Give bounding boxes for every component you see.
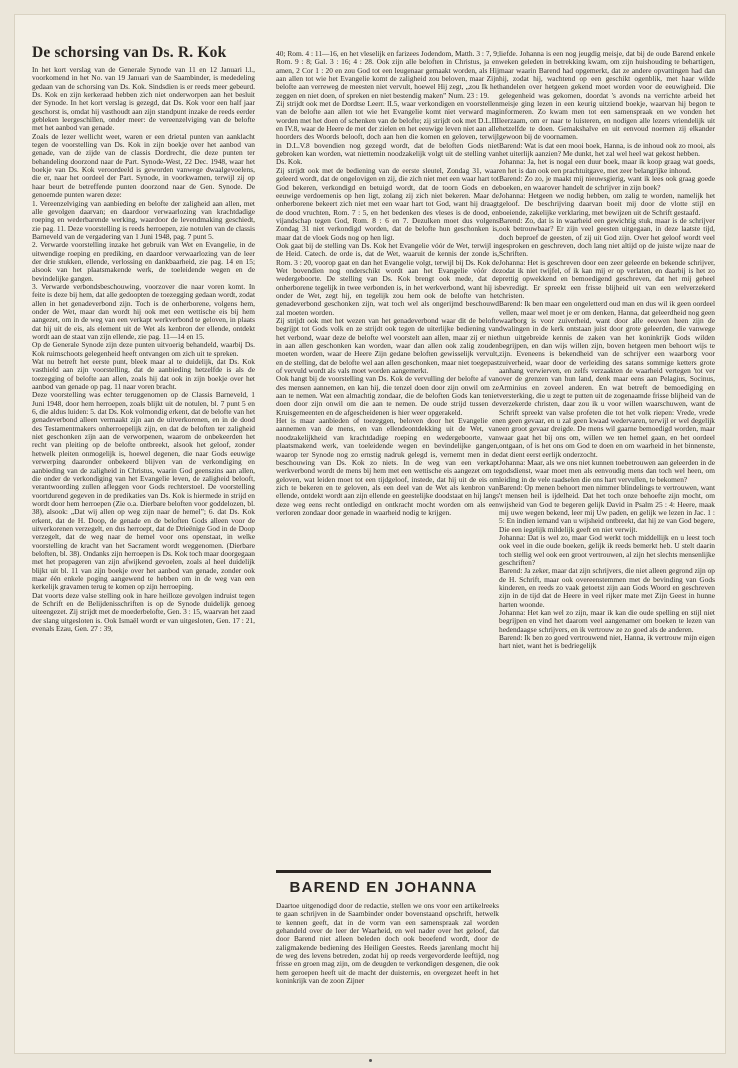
paragraph: 1. Vereenzelviging van aanbieding en belofte der zaligheid aan allen, met alle gevolgen daarvan; en daardoor verwaarlozing van krachtdadige roeping en wederbarende werking, waardoor de levendmaking geschiedt, zie pag. 11. Deze voorstelling is reeds herroepen, zie notulen van de classis Barneveld van de vergadering van 1 Juni 1948, pag. 7 punt 5. bbox=[32, 198, 255, 241]
article-title-schorsing: De schorsing van Ds. R. Kok bbox=[32, 44, 227, 61]
article2-column-2 bbox=[499, 50, 715, 651]
paragraph: 3. Verwarde verbondsbeschouwing, voorzover die naar voren komt. In feite is deze bij hem, dat alle gedoopten de toezegging gedaan wordt, zodat allen in het genadeverbond zijn. Toch is de onherborene, volgens hem, onder de Wet, maar dan wordt hij ook met een wettische eis bij hem aangezet, om in de weg van een verkapt werkverbond te geloven, in plaats dat hij uit de eis, als element uit de Wet als kenbron der ellende, ontdekt wordt aan de staat van zijn ellende, zie pag. 11—14 en 15. bbox=[32, 281, 255, 341]
paragraph: Johanna: Het is geschreven door een zeer geleerde en bekende schrijver, zodat ik niet twijfel, of ik kan mij er op verlaten, en daarbij is het zo prettig opwekkend en bemoedigend geschreven, dat het mij geheel bevredigt. Er spreekt een frisse blijheid uit van een welverzekerd christen. bbox=[499, 257, 715, 300]
paragraph: Op de Generale Synode zijn deze punten uitvoerig behandeld, waarbij Ds. Kok ruimschoots gelegenheid heeft ontvangen om zich uit te spreken. bbox=[32, 340, 255, 358]
paragraph: liefde. Johanna is een nog jeugdig meisje, dat bij de oude Barend enkele weken geleden in betrekking kwam, om zijn huishouding te behartigen, maar waarin Barend had opgemerkt, dat ze andere opvattingen had dan hij, zodat hij, wachtend op een geschikt ogenblik, met haar wilde handelen over hetgeen gekend moet worden voor de eeuwigheid. Die gelegenheid was gekomen, doordat 's avonds na verrichte arbeid het meisje ging lezen in een keurig uitziend boekje, waarvan hij begon te informeren. Zo kwam men tot een samenspraak en we vonden het leerzaam, om er naar te luisteren, en nodigen alle lezers vriendelijk uit hetzelfde te doen. Gemakshalve en uit eenvoud noemen zij elkander gewoon bij de voornamen. bbox=[499, 49, 715, 142]
paragraph: Johanna: Hetgeen we nodig hebben, om zalig te worden, namelijk het geloof. De beschrijving daarvan boeit mij door de vlotte stijl en boeiende, zakelijke verklaring, met bewijzen uit de Schrift gestaafd. bbox=[499, 190, 715, 217]
paragraph: Dat voorts deze valse stelling ook in hare heilloze gevolgen indruist tegen de Schrift en de Belijdenisschriften is op de Synode duidelijk genoeg uiteengezet. Zij strijdt met de moederbelofte, Gen. 3 : 15, waarvan het zaad der slang uitgesloten is. Ook Ismaël wordt er van uitgesloten, Gen. 17 : 21, evenals Ezau, Gen. 27 : 39, bbox=[32, 590, 255, 634]
paragraph: Ook gaat bij de stelling van Ds. Kok het Evangelie vóór de Wet, terwijl in de Heid. Catech. de orde is, dat de Wet, waaruit de kennis der zonde is, Rom. 3 : 20, voorop gaat en dan het Evangelie volgt, terwijl bij Ds. Kok de Wet bovendien nog onderschikt wordt aan het Evangelie vóór de wedergeboorte. De stelling van Ds. Kok brengt ook mede, dat de onherborene tegelijk in twee verbonden is, in het werkverbond, want hij is onder de Wet, zegt hij, en tegelijk zou hem ook de belofte van het genadeverbond geschonken zijn, wat toch wel als ongerijmd beschouwd zal moeten worden. bbox=[276, 240, 499, 317]
paragraph: Barend: Op menen behoort men nimmer blindelings te vertrouwen, want 't mensen heil is ijdelheid. Dat het toch onze behoefte zijn mocht, om wijsheid van God te begeren gelijk David in Psalm 25 : 4: Heere, maak mij uwe wegen bekend, leer mij Uw paden, en gelijk we lezen in Jac. 1 : 5: En indien iemand van u wijsheid ontbreekt, dat hij ze van God begere, Die een iegelijk mildelijk geeft en niet verwijt. bbox=[499, 482, 715, 534]
paragraph: Zoals de lezer wellicht weet, waren er een drietal punten van aanklacht tegen de voorstelling van Ds. Kok in zijn boekje over het aanbod van genade, van de zijde van de classis Dordrecht, die deze punten ter behandeling doorzond naar de Part. Synode-West, 22 Dec. 1948, waar het boekje van Ds. Kok veroordeeld is geworden vanwege dwaalgevoelens, die er, naar het oordeel der Part. Synode, in voorkwamen, terwijl zij op haar beurt de betreffende punten doorzond naar de Gen. Synode. De genoemde punten waren deze: bbox=[32, 131, 255, 200]
paragraph: Barend: Ja zeker, maar dat zijn schrijvers, die niet alleen gegrond zijn op de H. Schrift, maar ook overeenstemmen met de bevinding van Gods kinderen, en reeds zo vaak getoetst zijn aan Gods Woord en geschreven zijn in de tijd dat de Heere in veel rijker mate met Zijn Geest in hunne harten woonde. bbox=[499, 566, 715, 609]
paragraph: Barend: Ik ben zo goed vertrouwend niet, Hanna, ik vertrouw mijn eigen hart niet, want het is bedriegelijk bbox=[499, 633, 715, 651]
article1-column-1 bbox=[32, 66, 255, 633]
paragraph: Het is maar aanbieden of toezeggen, beloven door het Evangelie en aannemen van de mens, en van ellendeontdekking uit de Wet, van noodzakelijkheid van krachtdadige roeping en wedergeboorte, van plaatsmakend werk, van toeleidende wegen en bevindelijke gangen, waarop ter Synode nog zo ernstig nadruk gelegd is, vernemt men in de beschouwing van Ds. Kok zo niets. In de weg van een verkapt werkverbond wordt de mens bij hem met een wettische eis aangezet om te geloven, wat leiden moet tot een tijdgeloof, instede, dat hij uit de eis om zich te bekeren en te geloven, als een deel van de Wet als kenbron van ellende, ontdekt wordt aan zijn ellende en geestelijke doodstaat en hij langs deze weg eens recht ontledigd en ontkracht mocht worden om als een verloren zondaar door genade in waarheid nodig te krijgen. bbox=[276, 416, 499, 517]
paragraph: Daartoe uitgenodigd door de redactie, stellen we ons voor een artikelreeks te gaan schrijven in de Saambinder onder bovenstaand opschrift, hetwelk te kennen geeft, dat in de vorm van een samenspraak zal worden gehandeld over de leer der Waarheid, en wel nader over het geloof, dat door Barend niet alleen beleden doch ook beoefend wordt, door de zaligmakende bediening des Heiligen Geestes. Reeds jarenlang mocht hij de weg des levens betreden, zodat hij op reeds vergevorderde leeftijd, nog frisse en groen mag zijn, om de deugden te verkondigen desgenen, die ook hem geroepen heeft uit de macht der duisternis, en overgezet heeft in het koninkrijk van de zoon Zijner bbox=[276, 901, 499, 986]
paragraph: Johanna: Dat is wel zo, maar God werkt toch middellijk en u leest toch ook veel in die oude boeken, gelijk ik reeds bemerkt heb. U stelt daarin toch stellig wel ook een groot vertrouwen, al zijn het slechts mensenlijke geschriften? bbox=[499, 532, 715, 567]
article2-column-1 bbox=[276, 902, 499, 985]
paragraph: Barend: Ik ben maar een ongeletterd oud man en dus wil ik geen oordeel vellen, maar wel moet je er om denken, Hanna, dat geleerdheid nog geen waarborg is voor zuiverheid, want door alle eeuwen heen zijn de dwalingen in de kerk ontstaan juist door grote geleerden, die vanwege hun uitgebreide kennis de zaken van het koninkrijk Gods wilden begrijpen, en dan wijs willen zijn, boven hetgeen men behoort wijs te zijn. Eveneens is bekendheid van de schrijver een waarborg voor zuiverheid, waar door de verleiding des satans sommige ketters grote aanhang verwierven, en zelfs verzaakten de waarheid vertegen 'tot ver over de grenzen van hun land, denk maar eens aan Pelagius, Socinus, Arminius en zoveel anderen. En wat betreft de bemoediging en versterking, die u zegt te putten uit de zogenaamde frisse blijheid van de verzekerde christen, daar zou ik u voor willen waarschuwen, want de Schrift spreekt van valse profeten die tot het volk riepen: Vrede, vrede en geen gevaar, en u zal geen kwaad wedervaren, terwijl er wel degelijk een groot gevaar dreigde. De mens wil gaarne bemoedigd worden, maar waar gaat het bij ons om, willen we ten hemel gaan, en het oordeel ontgaan, of is het ons om God te doen en om waarheid in het binnenste, dat dient eerst eerlijk onderzocht. bbox=[499, 299, 715, 459]
newspaper-page bbox=[14, 14, 726, 1054]
paragraph: Wat nu betreft het eerste punt, bleek maar al te duidelijk, dat Ds. Kok vasthield aan zijn voorstelling, dat de aanbieding hetzelfde is als de toezegging of belofte aan allen, zoals hij dat ook in zijn boekje over het aanbod van genade op pag. 11 naar voren bracht. bbox=[32, 357, 255, 392]
paragraph: Johanna: Ja, het is nogal een duur boek, maar ik koop graag wat goeds, en het is dan ook een prachtuitgave, met zeer belangrijke inhoud. bbox=[499, 157, 715, 175]
article-title-barend-en-johanna: BAREND EN JOHANNA bbox=[289, 879, 478, 896]
paragraph: Barend: Wat is dat een mooi boek, Hanna, is de inhoud ook zo mooi, als het uiterlijk aanzien? Me dunkt, het zal wel heel wat gekost hebben. bbox=[499, 140, 715, 159]
paragraph: Ook hangt bij de voorstelling van Ds. Kok de vervulling der belofte af van des mensen aannemen, en kan hij, die tenzel doen door zijn onwil om ze aan te nemen. Wat een almachtig zondaar, die de beloften Gods kan teniet doen door zijn onwil om die aan te nemen. De oude strijd tussen de Kruisgemeenten en de afgescheidenen is hier weer opgerakeld. bbox=[276, 374, 499, 417]
paragraph: 40; Rom. 4 : 11—16, en het vleselijk en farizees Jodendom, Matth. 3 : 7, 9; Rom. 9 : 8; Gal. 3 : 16; 4 : 28. Ook zijn alle beloften in Christus, ja en amen, 2 Cor 1 : 20 en zou God tot een leugenaar gemaakt worden, als Hij aan allen tot wie het Evangelie komt de zaligheid zou beloven, maar Zijn belofte aan verreweg de meesten niet vervult, hoewel Hij zegt, „zou Ik het zeggen en niet doen, of spreken en niet bestendig maken” Num. 23 : 19. bbox=[276, 49, 499, 100]
paragraph: 2. Verwarde voorstelling inzake het gebruik van Wet en Evangelie, in de uitwendige roeping en prediking, en daardoor verwaarlozing van de leer der drie stukken, ellende, verlossing en dankbaarheid, zie pag. 14 en 15; alsook van het plaatsmakende werk, de toeleidende wegen en de bevindelijke gangen. bbox=[32, 240, 255, 283]
paragraph: Zij strijdt ook met de Dordtse Leerr. II.5, waar verkondigen en voorstellen van de belofte aan allen tot wie het Evangelie komt niet verward mag worden met het doen of schenken van de belofte; zij strijdt ook met D.L.III en IV.8, waar de Heere de met der zielen en het eeuwige leven niet aan alle hoorders des Woords belooft, doch aan hen die komen en geloven, terwijl in D.L.V.8 bovendien nog gezegd wordt, dat de beloften Gods niet gebroken kan worden, wat niettemin noodzakelijk volgt uit de stelling van Ds. Kok. bbox=[276, 99, 499, 167]
paragraph: Barend: Zo, dat is in waarheid een gewichtig stuk, maar is de schrijver ook betrouwbaar? Er zijn veel geesten uitgegaan, in deze laatste tijd, doch beproef de geesten, of zij uit God zijn. Over het geloof wordt veel gesproken en geschreven, doch lang niet altijd op de juiste wijze naar de Schriften. bbox=[499, 215, 715, 259]
paragraph: Zij strijdt ook met het wezen van het genadeverbond waar dit de belofte begrijpt tot Gods volk en ze strijdt ook tegen de uiterlijke bediening van het verbond, waar deze de belofte wel voorstelt aan allen, maar zij er niet in aan allen geschonken kan worden, waar dan allen ook zalig zouden moeten worden, waar de Heere Zijn gedane beloften gewisselijk vervult, en de stelling, dat de belofte wel aan allen geschonken, maar niet toegepast of vervuld wordt als vals moet worden aangemerkt. bbox=[276, 316, 499, 376]
paragraph: Zij strijdt ook met de bediening van de eerste sleutel, Zondag 31, waar geleerd wordt, dat de ongelovigen en zij, die zich niet met een waar hart tot God bekeren, verkondigd en betuigd wordt, dat de toorn Gods en de eeuwige verdoemenis op hen ligt, zolang zij zich niet bekeren. Maar de onherborene bekeert zich niet met een waar hart tot God, want hij draagt de dood vruchten, Rom. 7 : 5, en het bedenken des vleses is de dood, en vijandschap tegen God, Rom. 8 : 6 en 7. Dezulken moet dus volgens Zondag 31 niet verkondigd worden, dat de belofte hun geschonken is, maar dat de vloek Gods nog op hen ligt. bbox=[276, 165, 499, 242]
page-dot bbox=[369, 1059, 372, 1062]
paragraph: Deze voorstelling was echter teruggenomen op de Classis Barneveld, 1 Juni 1948, door hem herroepen, zoals blijkt uit de notulen, bl. 7 punt 5 en 6, die aldus luiden: 5. dat Ds. Kok volmondig erkent, dat de belofte van het genadeverbond alleen vermaakt zijn aan de uitverkorenen, en in de dood des Testamentmakers onherroepelijk zijn, en dat de beloften ter zaligheid niet geschonken zijn aan de verworpenen, waarom de onbekeerden het recht van pleiting op de belofte ontbreekt, alsook het geloof, zonder hetwelk pleiten onmogelijk is, hoewel degenen, die naar Gods eeuwige verwerping daaronder onbekeerd blijven van de verkondiging en aanbieding van de zaligheid in Christus, waarin God geenszins aan allen, die onder de verkondiging van het Evangelie leven, de zaligheid belooft, verantwoording zullen afleggen voor Gods rechterstoel. De voorstelling voortdurend gegeven in de predikaties van Ds. Kok is hiermede in strijd en wordt door hem herroepen (Zie o.a. Dierbare beloften voor goddelozen, bl. 38), alsook: „Dat wij allen op weg zijn naar de hemel”; 6. dat Ds. Kok erkent, dat de H. Doop, de genade en de beloften Gods alleen voor de uitverkorenen verzegelt, en dus herroept, dat de Drieënige God in de Doop verzegelt, dat de weg naar de hemel voor ons openstaat, in welke voorstelling de kracht van het Sacrament wordt weggenomen. (Dierbare beloften, bl. 38). Ondanks zijn herroepen is Ds. Kok toch maar doorgegaan met het propageren van zijn afwijkend gevoelen, zoals al heel duidelijk blijkt uit bl. 11 van zijn boekje over het aanbod van genade, zonder ook maar één enkele poging aangewend te hebben om in de weg van een kerkelijk gravamen terug te komen op zijn herroeping. bbox=[32, 390, 255, 592]
paragraph: Johanna: Maar, als we ons niet kunnen toebetrouwen aan geleerden in de godsdienst, waar moet men als eenvoudig mens dan toch wel heen, om leiding in de vele raadselen die ons hart vervullen, te bekomen? bbox=[499, 457, 715, 484]
paragraph: Barend: Zo zo, je maakt mij nieuwsgierig, want ik lees ook graag goede boeken, en waarover handelt de schrijver in zijn boek? bbox=[499, 174, 715, 192]
article1-column-2 bbox=[276, 50, 499, 517]
paragraph: Johanna: Het kan wel zo zijn, maar ik kan die oude spelling en stijl niet begrijpen en vind het daarom veel aangenamer om boeken te lezen van hedendaagse schrijvers, en ik vertrouw ze zo goed als de anderen. bbox=[499, 608, 715, 634]
paragraph: In het kort verslag van de Generale Synode van 11 en 12 Januari l.l., voorkomend in het No. van 19 Januari van de Saambinder, is mededeling gedaan van de schorsing van Ds. Kok. Sindsdien is er reeds meer gebeurd. Ds. Kok en zijn kerkeraad hebben zich niet onderworpen aan het besluit der Synode. In het kort verslag is gezegd, dat Ds. Kok voor een half jaar geschorst is, omdat hij vasthoudt aan zijn standpunt inzake de reeds eerder gebleken leergeschillen, onder meer: de vereenzelviging van de belofte met het aanbod van genade. bbox=[32, 65, 255, 133]
section-divider bbox=[276, 870, 491, 873]
